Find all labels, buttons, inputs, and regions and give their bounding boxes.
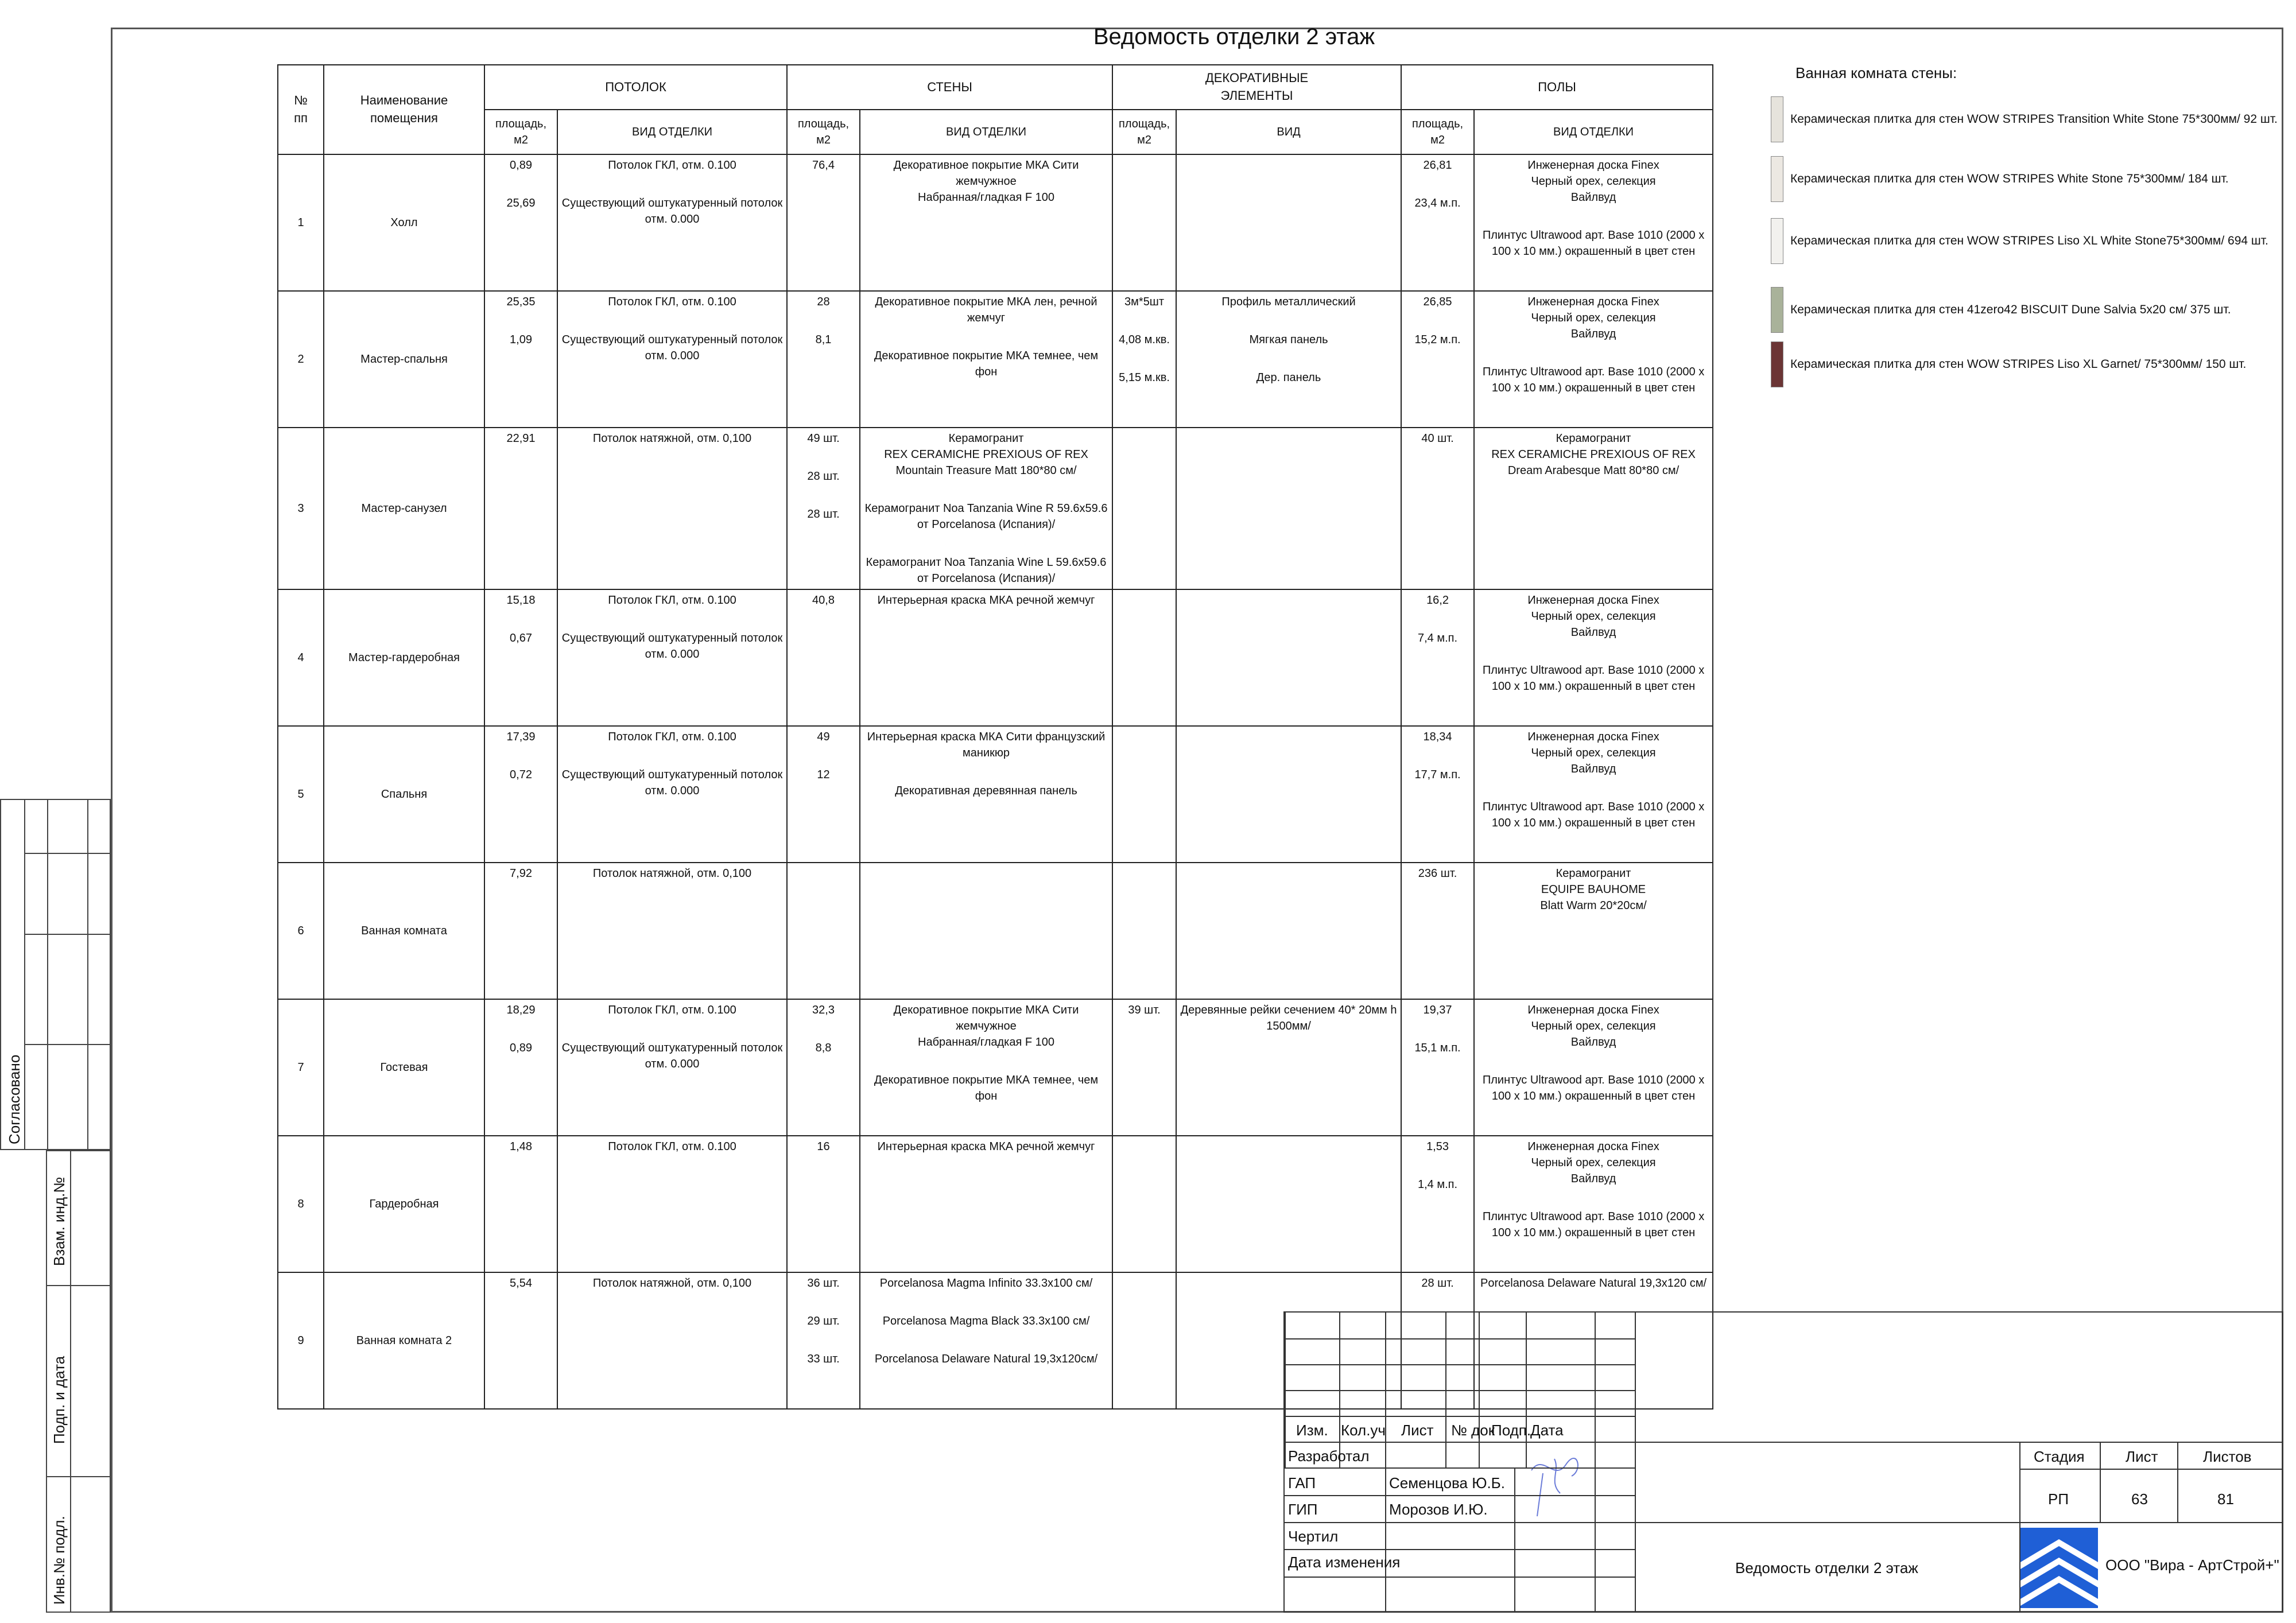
walls-finish: [860, 863, 1112, 999]
walls-finish: [860, 999, 1112, 1136]
ceiling-area-value: 22,91: [506, 432, 536, 445]
header-ceiling: ПОТОЛОК: [484, 65, 787, 110]
room-name: Мастер-гардеробная: [324, 589, 484, 726]
floor-area-value: 1,4 м.п.: [1418, 1178, 1458, 1191]
header-ceiling-area: площадь, м2: [484, 110, 557, 154]
stage-value: РП: [2048, 1490, 2069, 1508]
ceiling-finish: [557, 428, 787, 589]
walls-area: [787, 863, 860, 999]
floor-finish-value: Керамогранит EQUIPE BAUHOME Blatt Warm 20*20см/: [1540, 867, 1647, 912]
ceiling-finish-value: Потолок ГКЛ, отм. 0.100: [608, 731, 736, 743]
walls-finish-value: Декоративное покрытие МКА Сити жемчужное Набранная/гладкая F 100: [893, 1004, 1079, 1049]
podp-label: Подп. и дата: [51, 1356, 68, 1444]
header-walls: СТЕНЫ: [787, 65, 1112, 110]
ceiling-area-value: 0,89: [510, 159, 532, 172]
header-walls-finish: ВИД ОТДЕЛКИ: [860, 110, 1112, 154]
stage-label: Стадия: [2034, 1448, 2085, 1465]
decor-area-value: 5,15 м.кв.: [1119, 371, 1170, 384]
ceiling-finish: [557, 589, 787, 726]
tile-swatch: [1771, 287, 1783, 333]
table-row: [278, 1136, 1713, 1272]
walls-area-value: 76,4: [812, 159, 835, 172]
decor-area: [1112, 726, 1176, 863]
room-name: Гардеробная: [324, 1136, 484, 1272]
floor-area-value: 7,4 м.п.: [1418, 632, 1458, 644]
table-row: [278, 589, 1713, 726]
ceiling-finish-value: Потолок ГКЛ, отм. 0.100: [608, 296, 736, 308]
ceiling-area-value: 1,09: [510, 333, 532, 346]
ceiling-area: [484, 999, 557, 1136]
decor-kind: [1176, 154, 1401, 291]
walls-area-value: 32,3: [812, 1004, 835, 1016]
ceiling-area-value: 25,35: [506, 296, 536, 308]
floor-finish-value: Плинтус Ultrawood арт. Base 1010 (2000 х 100 х 10 мм.) окрашенный в цвет стен: [1482, 1210, 1705, 1239]
walls-finish-value: Интерьерная краска МКА речной жемчуг: [877, 1140, 1095, 1153]
walls-area-value: 8,1: [815, 333, 832, 346]
walls-area-value: 8,8: [815, 1042, 832, 1054]
sheets-value: 81: [2217, 1490, 2234, 1508]
ceiling-area-value: 18,29: [506, 1004, 536, 1016]
walls-area-value: 28: [817, 296, 830, 308]
tb-role-label: ГАП: [1288, 1474, 1316, 1492]
header-floors: ПОЛЫ: [1401, 65, 1713, 110]
document-name: Ведомость отделки 2 этаж: [1735, 1559, 1918, 1577]
inv-label: Инв.№ подл.: [51, 1516, 68, 1605]
floor-finish-value: Инженерная доска Finex Черный орех, селекция Вайлвуд: [1527, 159, 1659, 204]
decor-area: [1112, 428, 1176, 589]
floor-area-value: 17,7 м.п.: [1414, 768, 1461, 781]
row-number: 3: [278, 428, 324, 589]
floor-area: [1401, 291, 1474, 428]
ceiling-finish-value: Потолок ГКЛ, отм. 0.100: [608, 594, 736, 607]
decor-area: [1112, 291, 1176, 428]
decor-area: [1112, 1136, 1176, 1272]
header-ceiling-finish: ВИД ОТДЕЛКИ: [557, 110, 787, 154]
row-number: 1: [278, 154, 324, 291]
decor-kind: [1176, 863, 1401, 999]
room-name: Мастер-спальня: [324, 291, 484, 428]
room-name: Спальня: [324, 726, 484, 863]
table-row: [278, 428, 1713, 589]
walls-area: [787, 154, 860, 291]
floor-area: [1401, 154, 1474, 291]
walls-finish-value: Керамогранит Noa Tanzania Wine R 59.6x59.6 от Porcelanosa (Испания)/: [864, 502, 1108, 531]
walls-finish-value: Декоративное покрытие МКА темнее, чем фон: [874, 1074, 1099, 1102]
row-number: 2: [278, 291, 324, 428]
ceiling-finish-value: Существующий оштукатуренный потолок отм. 0.000: [561, 1042, 783, 1070]
decor-area: [1112, 1272, 1176, 1409]
floor-area-value: 28 шт.: [1421, 1277, 1454, 1290]
table-row: [278, 154, 1713, 291]
ceiling-finish: [557, 999, 787, 1136]
walls-area: [787, 999, 860, 1136]
ceiling-area-value: 0,67: [510, 632, 532, 644]
walls-area-value: 28 шт.: [807, 470, 840, 483]
room-name: Ванная комната: [324, 863, 484, 999]
legend-item: [1771, 156, 2229, 202]
floor-area: [1401, 863, 1474, 999]
legend-text: Керамическая плитка для стен WOW STRIPES Liso XL White Stone75*300мм/ 694 шт.: [1790, 234, 2268, 247]
row-number: 6: [278, 863, 324, 999]
ceiling-area-value: 5,54: [510, 1277, 532, 1290]
decor-area-value: 4,08 м.кв.: [1119, 333, 1170, 346]
tb-col-label: Подп.: [1491, 1422, 1531, 1439]
tile-swatch: [1771, 156, 1783, 202]
page-title: Ведомость отделки 2 этаж: [1093, 24, 1375, 49]
ceiling-area: [484, 1272, 557, 1409]
walls-finish-value: Porcelanosa Delaware Natural 19,3x120см/: [874, 1353, 1098, 1365]
decor-kind: [1176, 999, 1401, 1136]
walls-area: [787, 1136, 860, 1272]
decor-area-value: 3м*5шт: [1124, 296, 1165, 308]
floor-area: [1401, 726, 1474, 863]
walls-finish-value: Porcelanosa Magma Black 33.3x100 см/: [882, 1315, 1090, 1327]
floor-finish-value: Инженерная доска Finex Черный орех, селекция Вайлвуд: [1527, 296, 1659, 340]
walls-finish: [860, 1272, 1112, 1409]
floor-area-value: 26,81: [1423, 159, 1452, 172]
tile-swatch: [1771, 218, 1783, 264]
legend-title: Ванная комната стены:: [1795, 64, 1957, 81]
walls-area: [787, 428, 860, 589]
legend-item: [1771, 218, 2268, 264]
floor-finish-value: Инженерная доска Finex Черный орех, селекция Вайлвуд: [1527, 1140, 1659, 1185]
sheets-label: Листов: [2203, 1448, 2252, 1465]
tb-col-label: Лист: [1401, 1422, 1434, 1439]
tb-col-label: № док: [1451, 1422, 1495, 1439]
ceiling-area-value: 15,18: [506, 594, 536, 607]
decor-kind: [1176, 1136, 1401, 1272]
walls-finish: [860, 291, 1112, 428]
floor-area: [1401, 1136, 1474, 1272]
walls-area-value: 12: [817, 768, 830, 781]
ceiling-finish: [557, 1136, 787, 1272]
ceiling-area-value: 7,92: [510, 867, 532, 880]
room-name: Ванная комната 2: [324, 1272, 484, 1409]
ceiling-area: [484, 154, 557, 291]
floor-finish: [1474, 726, 1713, 863]
tb-role-label: Разработал: [1288, 1447, 1370, 1465]
vzam-label: Взам. инд.№: [51, 1177, 68, 1266]
legend-text: Керамическая плитка для стен WOW STRIPES Transition White Stone 75*300мм/ 92 шт.: [1790, 112, 2278, 126]
walls-area-value: 36 шт.: [807, 1277, 840, 1290]
ceiling-area: [484, 589, 557, 726]
walls-finish-value: Porcelanosa Magma Infinito 33.3x100 см/: [879, 1277, 1093, 1290]
floor-finish: [1474, 589, 1713, 726]
room-name: Гостевая: [324, 999, 484, 1136]
tb-role-label: Дата изменения: [1288, 1554, 1401, 1571]
walls-area: [787, 589, 860, 726]
floor-area-value: 15,1 м.п.: [1414, 1042, 1461, 1054]
header-decor-area: площадь, м2: [1112, 110, 1176, 154]
tile-swatch: [1771, 96, 1783, 142]
walls-area-value: 28 шт.: [807, 508, 840, 521]
table-row: [278, 863, 1713, 999]
header-walls-area: площадь, м2: [787, 110, 860, 154]
decor-area: [1112, 154, 1176, 291]
floor-area-value: 26,85: [1423, 296, 1452, 308]
legend-item: [1771, 287, 2231, 333]
floor-area-value: 236 шт.: [1418, 867, 1457, 880]
decor-kind: [1176, 428, 1401, 589]
floor-area-value: 15,2 м.п.: [1414, 333, 1461, 346]
ceiling-area: [484, 863, 557, 999]
floor-finish: [1474, 428, 1713, 589]
ceiling-finish-value: Существующий оштукатуренный потолок отм. 0.000: [561, 768, 783, 797]
ceiling-finish: [557, 726, 787, 863]
tb-col-label: Изм.: [1296, 1422, 1328, 1439]
legend-text: Керамическая плитка для стен WOW STRIPES Liso XL Garnet/ 75*300мм/ 150 шт.: [1790, 358, 2247, 371]
ceiling-finish-value: Существующий оштукатуренный потолок отм. 0.000: [561, 632, 783, 661]
header-decor-kind: ВИД: [1176, 110, 1401, 154]
legend-text: Керамическая плитка для стен WOW STRIPES White Stone 75*300мм/ 184 шт.: [1790, 172, 2229, 185]
ceiling-finish-value: Потолок ГКЛ, отм. 0.100: [608, 1140, 736, 1153]
ceiling-finish: [557, 154, 787, 291]
header-decor: ДЕКОРАТИВНЫЕ ЭЛЕМЕНТЫ: [1112, 65, 1401, 110]
ceiling-area: [484, 1136, 557, 1272]
sheet-label: Лист: [2126, 1448, 2158, 1465]
floor-area-value: 1,53: [1426, 1140, 1449, 1153]
legend-item: [1771, 341, 2246, 387]
legend-text: Керамическая плитка для стен 41zero42 BISCUIT Dune Salvia 5x20 см/ 375 шт.: [1790, 303, 2231, 316]
floor-finish-value: Плинтус Ultrawood арт. Base 1010 (2000 х 100 х 10 мм.) окрашенный в цвет стен: [1482, 664, 1705, 693]
ceiling-finish-value: Существующий оштукатуренный потолок отм. 0.000: [561, 333, 783, 362]
decor-area-value: 39 шт.: [1128, 1004, 1161, 1016]
walls-area: [787, 726, 860, 863]
table-row: [278, 726, 1713, 863]
agreed-label: Согласовано: [6, 1054, 23, 1144]
floor-area: [1401, 999, 1474, 1136]
header-floors-finish: ВИД ОТДЕЛКИ: [1474, 110, 1713, 154]
floor-finish-value: Плинтус Ultrawood арт. Base 1010 (2000 х 100 х 10 мм.) окрашенный в цвет стен: [1482, 1074, 1705, 1102]
walls-finish-value: Интерьерная краска МКА речной жемчуг: [877, 594, 1095, 607]
ceiling-area-value: 25,69: [506, 197, 536, 209]
walls-finish-value: Керамогранит Noa Tanzania Wine L 59.6x59.6 от Porcelanosa (Испания)/: [866, 556, 1107, 585]
walls-finish-value: Интерьерная краска МКА Сити французский маникюр: [867, 731, 1106, 759]
agreement-stamp: [0, 799, 111, 1150]
walls-area-value: 33 шт.: [807, 1353, 840, 1365]
walls-area: [787, 291, 860, 428]
row-number: 4: [278, 589, 324, 726]
walls-finish: [860, 1136, 1112, 1272]
ceiling-area: [484, 291, 557, 428]
floor-area-value: 40 шт.: [1421, 432, 1454, 445]
walls-finish: [860, 589, 1112, 726]
ceiling-finish-value: Потолок ГКЛ, отм. 0.100: [608, 159, 736, 172]
floor-finish-value: Porcelanosa Delaware Natural 19,3x120 см/: [1480, 1277, 1707, 1290]
decor-kind-value: Деревянные рейки сечением 40* 20мм h 1500мм/: [1180, 1004, 1397, 1032]
walls-area-value: 49 шт.: [807, 432, 840, 445]
walls-finish-value: Декоративное покрытие МКА Сити жемчужное Набранная/гладкая F 100: [893, 159, 1079, 204]
company-name: ООО "Вира - АртСтрой+": [2105, 1556, 2279, 1574]
floor-finish: [1474, 999, 1713, 1136]
tb-role-label: Чертил: [1288, 1528, 1339, 1545]
floor-area: [1401, 428, 1474, 589]
floor-finish-value: Плинтус Ultrawood арт. Base 1010 (2000 х 100 х 10 мм.) окрашенный в цвет стен: [1482, 366, 1705, 394]
ceiling-finish-value: Потолок натяжной, отм. 0,100: [592, 1277, 752, 1290]
decor-area: [1112, 999, 1176, 1136]
ceiling-finish-value: Существующий оштукатуренный потолок отм. 0.000: [561, 197, 783, 226]
ceiling-finish: [557, 863, 787, 999]
room-name: Холл: [324, 154, 484, 291]
sign-stamp: [46, 1150, 111, 1613]
table-row: [278, 999, 1713, 1136]
floor-finish: [1474, 863, 1713, 999]
walls-finish-value: Декоративная деревянная панель: [895, 785, 1077, 797]
row-number: 5: [278, 726, 324, 863]
ceiling-area: [484, 428, 557, 589]
ceiling-finish-value: Потолок натяжной, отм. 0,100: [592, 867, 752, 880]
title-block: [1283, 1311, 2283, 1613]
decor-kind: [1176, 589, 1401, 726]
ceiling-area: [484, 726, 557, 863]
floor-finish-value: Инженерная доска Finex Черный орех, селекция Вайлвуд: [1527, 594, 1659, 639]
ceiling-finish-value: Потолок ГКЛ, отм. 0.100: [608, 1004, 736, 1016]
walls-finish-value: Декоративное покрытие МКА темнее, чем фон: [874, 350, 1099, 378]
tb-col-label: Кол.уч: [1341, 1422, 1386, 1439]
ceiling-area-value: 1,48: [510, 1140, 532, 1153]
tb-person-name: Семенцова Ю.Б.: [1389, 1474, 1505, 1492]
walls-finish: [860, 726, 1112, 863]
walls-area-value: 16: [817, 1140, 830, 1153]
header-floors-area: площадь, м2: [1401, 110, 1474, 154]
walls-area-value: 49: [817, 731, 830, 743]
ceiling-finish-value: Потолок натяжной, отм. 0,100: [592, 432, 752, 445]
ceiling-area-value: 0,89: [510, 1042, 532, 1054]
ceiling-area-value: 0,72: [510, 768, 532, 781]
floor-area-value: 16,2: [1426, 594, 1449, 607]
floor-finish-value: Инженерная доска Finex Черный орех, селекция Вайлвуд: [1527, 1004, 1659, 1049]
legend-item: [1771, 96, 2278, 142]
walls-finish-value: Керамогранит REX CERAMICHE PREXIOUS OF REX Mountain Treasure Matt 180*80 см/: [884, 432, 1088, 477]
row-number: 7: [278, 999, 324, 1136]
tb-role-label: ГИП: [1288, 1501, 1318, 1518]
walls-area-value: 29 шт.: [807, 1315, 840, 1327]
decor-kind-value: Профиль металлический: [1221, 296, 1356, 308]
row-number: 9: [278, 1272, 324, 1409]
tb-person-name: Морозов И.Ю.: [1389, 1501, 1488, 1518]
header-num: № пп: [278, 65, 324, 154]
ceiling-finish: [557, 1272, 787, 1409]
walls-area: [787, 1272, 860, 1409]
decor-kind: [1176, 726, 1401, 863]
sheet-value: 63: [2131, 1490, 2148, 1508]
ceiling-area-value: 17,39: [506, 731, 536, 743]
walls-area-value: 40,8: [812, 594, 835, 607]
decor-kind: [1176, 291, 1401, 428]
floor-area-value: 19,37: [1423, 1004, 1452, 1016]
floor-finish: [1474, 291, 1713, 428]
floor-area: [1401, 589, 1474, 726]
tile-swatch: [1771, 341, 1783, 387]
row-number: 8: [278, 1136, 324, 1272]
floor-area-value: 23,4 м.п.: [1414, 197, 1461, 209]
decor-area: [1112, 863, 1176, 999]
table-row: [278, 291, 1713, 428]
finish-schedule-table: [277, 64, 1713, 1410]
tb-col-label: Дата: [1530, 1422, 1564, 1439]
decor-area: [1112, 589, 1176, 726]
walls-finish: [860, 154, 1112, 291]
walls-finish: [860, 428, 1112, 589]
floor-finish: [1474, 1136, 1713, 1272]
signature-image: [1520, 1447, 1589, 1522]
floor-finish: [1474, 154, 1713, 291]
walls-finish-value: Декоративное покрытие МКА лен, речной жемчуг: [875, 296, 1097, 324]
header-room-name: Наименование помещения: [324, 65, 484, 154]
floor-area-value: 18,34: [1423, 731, 1452, 743]
decor-kind-value: Мягкая панель: [1249, 333, 1328, 346]
floor-finish-value: Инженерная доска Finex Черный орех, селекция Вайлвуд: [1527, 731, 1659, 775]
room-name: Мастер-санузел: [324, 428, 484, 589]
ceiling-finish: [557, 291, 787, 428]
floor-finish-value: Керамогранит REX CERAMICHE PREXIOUS OF REX Dream Arabesque Matt 80*80 см/: [1491, 432, 1696, 477]
decor-kind-value: Дер. панель: [1256, 371, 1321, 384]
floor-finish-value: Плинтус Ultrawood арт. Base 1010 (2000 х 100 х 10 мм.) окрашенный в цвет стен: [1482, 801, 1705, 829]
floor-finish-value: Плинтус Ultrawood арт. Base 1010 (2000 х 100 х 10 мм.) окрашенный в цвет стен: [1482, 229, 1705, 258]
company-logo-icon: [2020, 1528, 2098, 1608]
